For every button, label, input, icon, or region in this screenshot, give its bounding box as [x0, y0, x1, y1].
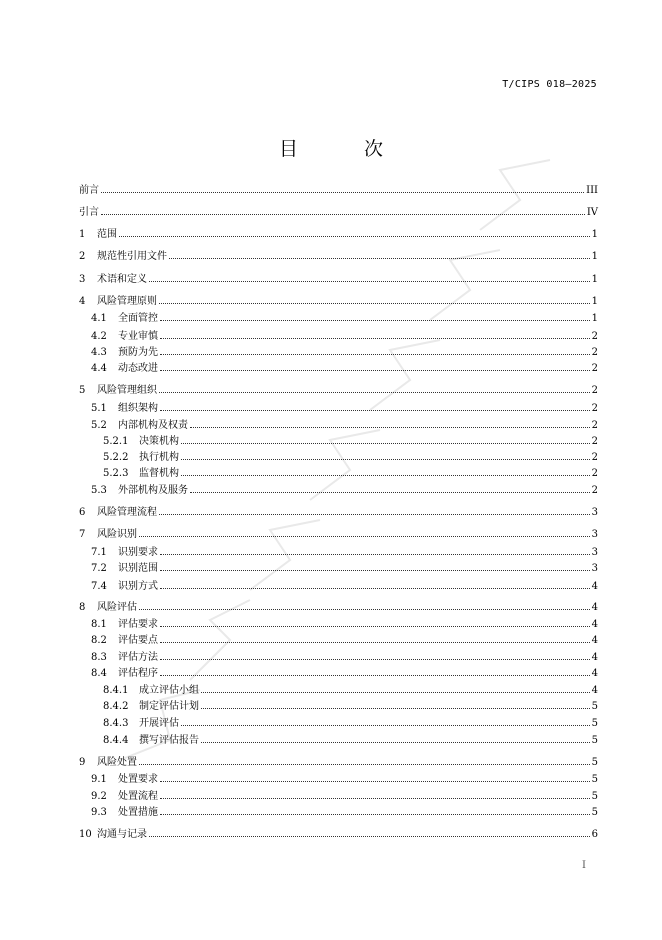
toc-entry-number: 8.4: [91, 668, 107, 679]
toc-entry[interactable]: [79, 484, 598, 497]
toc-entry-label: 内部机构及权责: [118, 420, 188, 431]
dot-leader: [201, 734, 590, 743]
toc-entry-page: 2: [591, 363, 598, 374]
toc-entry[interactable]: [79, 618, 598, 631]
toc-entry-number: 7: [79, 529, 86, 540]
toc-entry-page: 1: [591, 313, 598, 324]
toc-entry-number: 5.2.1: [103, 436, 129, 447]
toc-entry-label: 识别方式: [118, 581, 158, 592]
toc-entry-page: 4: [591, 619, 598, 630]
toc-entry[interactable]: [79, 506, 598, 519]
toc-entry[interactable]: [79, 773, 598, 786]
toc-entry-number: 4.2: [91, 331, 107, 342]
toc-entry[interactable]: [79, 228, 598, 241]
toc-entry-label: 识别要求: [118, 547, 158, 558]
dot-leader: [181, 717, 590, 726]
dot-leader: [160, 546, 590, 555]
toc-entry[interactable]: [79, 312, 598, 325]
toc-entry-page: 5: [591, 807, 598, 818]
dot-leader: [139, 528, 590, 537]
toc-entry[interactable]: [79, 295, 598, 308]
dot-leader: [160, 402, 590, 411]
dot-leader: [190, 419, 590, 428]
toc-entry-label: 识别范围: [118, 563, 158, 574]
dot-leader: [149, 273, 590, 282]
toc-entry-page: 4: [591, 602, 598, 613]
toc-entry-number: 9.1: [91, 774, 107, 785]
toc-entry-page: 3: [591, 507, 598, 518]
toc-entry-page: 4: [591, 652, 598, 663]
toc-entry-label: 制定评估计划: [139, 701, 199, 712]
toc-entry-number: 9: [79, 757, 86, 768]
toc-entry[interactable]: [79, 330, 598, 343]
dot-leader: [201, 684, 590, 693]
toc-entry[interactable]: [79, 651, 598, 664]
dot-leader: [181, 435, 590, 444]
dot-leader: [160, 651, 590, 660]
dot-leader: [139, 601, 590, 610]
toc-entry-page: 4: [591, 685, 598, 696]
toc-entry-number: 10: [79, 829, 92, 840]
toc-entry-label: 风险管理原则: [97, 296, 157, 307]
dot-leader: [160, 330, 590, 339]
dot-leader: [160, 362, 590, 371]
toc-entry[interactable]: [79, 601, 598, 614]
dot-leader: [181, 451, 590, 460]
toc-entry[interactable]: [79, 684, 598, 697]
dot-leader: [101, 206, 585, 215]
dot-leader: [101, 184, 584, 193]
toc-entry-label: 监督机构: [139, 468, 179, 479]
toc-entry-label: 处置流程: [118, 791, 158, 802]
toc-entry-label: 风险管理组织: [97, 385, 157, 396]
toc-entry[interactable]: [79, 435, 598, 448]
toc-entry[interactable]: [79, 467, 598, 480]
toc-entry-page: 2: [591, 452, 598, 463]
dot-leader: [159, 506, 590, 515]
dot-leader: [160, 312, 590, 321]
toc-entry-page: 3: [591, 529, 598, 540]
dot-leader: [160, 634, 590, 643]
toc-entry-number: 8.4.4: [103, 735, 129, 746]
toc-entry-label: 组织架构: [118, 403, 158, 414]
toc-entry-number: 1: [79, 229, 86, 240]
toc-entry[interactable]: [79, 667, 598, 680]
toc-entry[interactable]: [79, 717, 598, 730]
toc-entry-number: 8.4.1: [103, 685, 129, 696]
toc-entry-page: 2: [591, 403, 598, 414]
toc-entry-number: 9.3: [91, 807, 107, 818]
toc-entry-page: 2: [591, 436, 598, 447]
toc-entry[interactable]: [79, 528, 598, 541]
dot-leader: [160, 790, 590, 799]
toc-entry-label: 规范性引用文件: [97, 251, 167, 262]
toc-entry-label: 术语和定义: [97, 274, 147, 285]
page-title: 目 次: [278, 138, 414, 160]
toc-entry-number: 4.3: [91, 347, 107, 358]
toc-entry-number: 5.2: [91, 420, 107, 431]
toc-entry-label: 评估方法: [118, 652, 158, 663]
toc-entry-label: 评估要点: [118, 635, 158, 646]
toc-entry-number: 2: [79, 251, 86, 262]
dot-leader: [160, 773, 590, 782]
toc-entry-page: 5: [591, 701, 598, 712]
toc-entry-number: 4.4: [91, 363, 107, 374]
toc-entry-label: 预防为先: [118, 347, 158, 358]
toc-entry-number: 8: [79, 602, 86, 613]
toc-entry-number: 4: [79, 296, 86, 307]
dot-leader: [160, 618, 590, 627]
toc-entry-number: 8.3: [91, 652, 107, 663]
toc-entry[interactable]: [79, 451, 598, 464]
dot-leader: [160, 806, 590, 815]
toc-entry[interactable]: [79, 756, 598, 769]
toc-entry-label: 成立评估小组: [139, 685, 199, 696]
toc-entry-label: 沟通与记录: [97, 829, 147, 840]
toc-entry-label: 决策机构: [139, 436, 179, 447]
toc-entry-label: 风险评估: [97, 602, 137, 613]
toc-entry-label: 处置措施: [118, 807, 158, 818]
toc-entry-label: 前言: [79, 185, 99, 196]
toc-entry-page: 5: [591, 735, 598, 746]
toc-entry[interactable]: [79, 546, 598, 559]
toc-entry[interactable]: [79, 700, 598, 713]
toc-entry-page: 2: [591, 468, 598, 479]
toc-entry-label: 处置要求: [118, 774, 158, 785]
toc-entry-page: 4: [591, 635, 598, 646]
toc-entry-number: 5.2.2: [103, 452, 129, 463]
toc-entry[interactable]: [79, 562, 598, 575]
toc-entry-number: 5.3: [91, 485, 107, 496]
dot-leader: [160, 580, 590, 589]
toc-entry[interactable]: [79, 419, 598, 432]
toc-entry-number: 9.2: [91, 791, 107, 802]
toc-entry-page: 3: [591, 563, 598, 574]
toc-entry-number: 8.4.3: [103, 718, 129, 729]
toc-entry-number: 5.2.3: [103, 468, 129, 479]
toc-entry-page: 2: [591, 420, 598, 431]
toc-entry-page: 2: [591, 331, 598, 342]
dot-leader: [160, 667, 590, 676]
toc-entry-page: IV: [586, 207, 598, 218]
toc-entry[interactable]: [79, 346, 598, 359]
dot-leader: [119, 228, 590, 237]
toc-entry-number: 8.2: [91, 635, 107, 646]
toc-entry-page: 4: [591, 581, 598, 592]
toc-entry[interactable]: [79, 828, 598, 841]
toc-entry[interactable]: [79, 250, 598, 263]
dot-leader: [139, 756, 590, 765]
toc-entry-number: 5.1: [91, 403, 107, 414]
toc-entry-page: 3: [591, 547, 598, 558]
toc-entry-page: 5: [591, 757, 598, 768]
document-code: T/CIPS 018—2025: [502, 79, 597, 90]
toc-entry-number: 8.1: [91, 619, 107, 630]
toc-entry-label: 撰写评估报告: [139, 735, 199, 746]
toc-entry[interactable]: [79, 402, 598, 415]
toc-entry[interactable]: [79, 184, 598, 197]
toc-entry-page: 2: [591, 485, 598, 496]
toc-entry-number: 4.1: [91, 313, 107, 324]
toc-entry-page: 4: [591, 668, 598, 679]
toc-entry-number: 6: [79, 507, 86, 518]
toc-entry-label: 评估程序: [118, 668, 158, 679]
toc-entry[interactable]: [79, 206, 598, 219]
toc-entry-number: 7.2: [91, 563, 107, 574]
toc-entry-label: 外部机构及服务: [118, 485, 188, 496]
toc-entry-page: 5: [591, 774, 598, 785]
toc-entry-label: 风险管理流程: [97, 507, 157, 518]
toc-entry-number: 5: [79, 385, 86, 396]
dot-leader: [181, 467, 590, 476]
toc-entry[interactable]: [79, 790, 598, 803]
toc-entry-page: 2: [591, 385, 598, 396]
dot-leader: [160, 346, 590, 355]
toc-entry-label: 风险处置: [97, 757, 137, 768]
toc-entry[interactable]: [79, 634, 598, 647]
toc-entry-page: III: [586, 185, 598, 196]
toc-entry-label: 全面管控: [118, 313, 158, 324]
toc-entry[interactable]: [79, 384, 598, 397]
dot-leader: [149, 828, 590, 837]
toc-entry-number: 3: [79, 274, 86, 285]
dot-leader: [160, 562, 590, 571]
toc-entry-number: 7.4: [91, 581, 107, 592]
toc-entry-page: 5: [591, 791, 598, 802]
toc-entry-number: 8.4.2: [103, 701, 129, 712]
toc-entry-label: 范围: [97, 229, 117, 240]
toc-entry-label: 开展评估: [139, 718, 179, 729]
page-number: I: [582, 860, 586, 871]
toc-entry[interactable]: [79, 734, 598, 747]
toc-entry-label: 执行机构: [139, 452, 179, 463]
toc-entry-label: 专业审慎: [118, 331, 158, 342]
toc-entry-page: 1: [591, 229, 598, 240]
toc-entry[interactable]: [79, 580, 598, 593]
toc-entry-label: 风险识别: [97, 529, 137, 540]
dot-leader: [159, 295, 590, 304]
toc-entry-page: 2: [591, 347, 598, 358]
toc-entry-label: 动态改进: [118, 363, 158, 374]
toc-entry-page: 5: [591, 718, 598, 729]
toc-entry[interactable]: [79, 362, 598, 375]
dot-leader: [201, 700, 590, 709]
dot-leader: [169, 250, 590, 259]
dot-leader: [190, 484, 590, 493]
toc-entry-page: 1: [591, 274, 598, 285]
toc-entry-page: 6: [591, 829, 598, 840]
toc-entry[interactable]: [79, 806, 598, 819]
toc-entry-page: 1: [591, 251, 598, 262]
toc-entry-number: 7.1: [91, 547, 107, 558]
toc-entry-label: 评估要求: [118, 619, 158, 630]
dot-leader: [159, 384, 590, 393]
toc-entry-page: 1: [591, 296, 598, 307]
toc-entry[interactable]: [79, 273, 598, 286]
toc-entry-label: 引言: [79, 207, 99, 218]
